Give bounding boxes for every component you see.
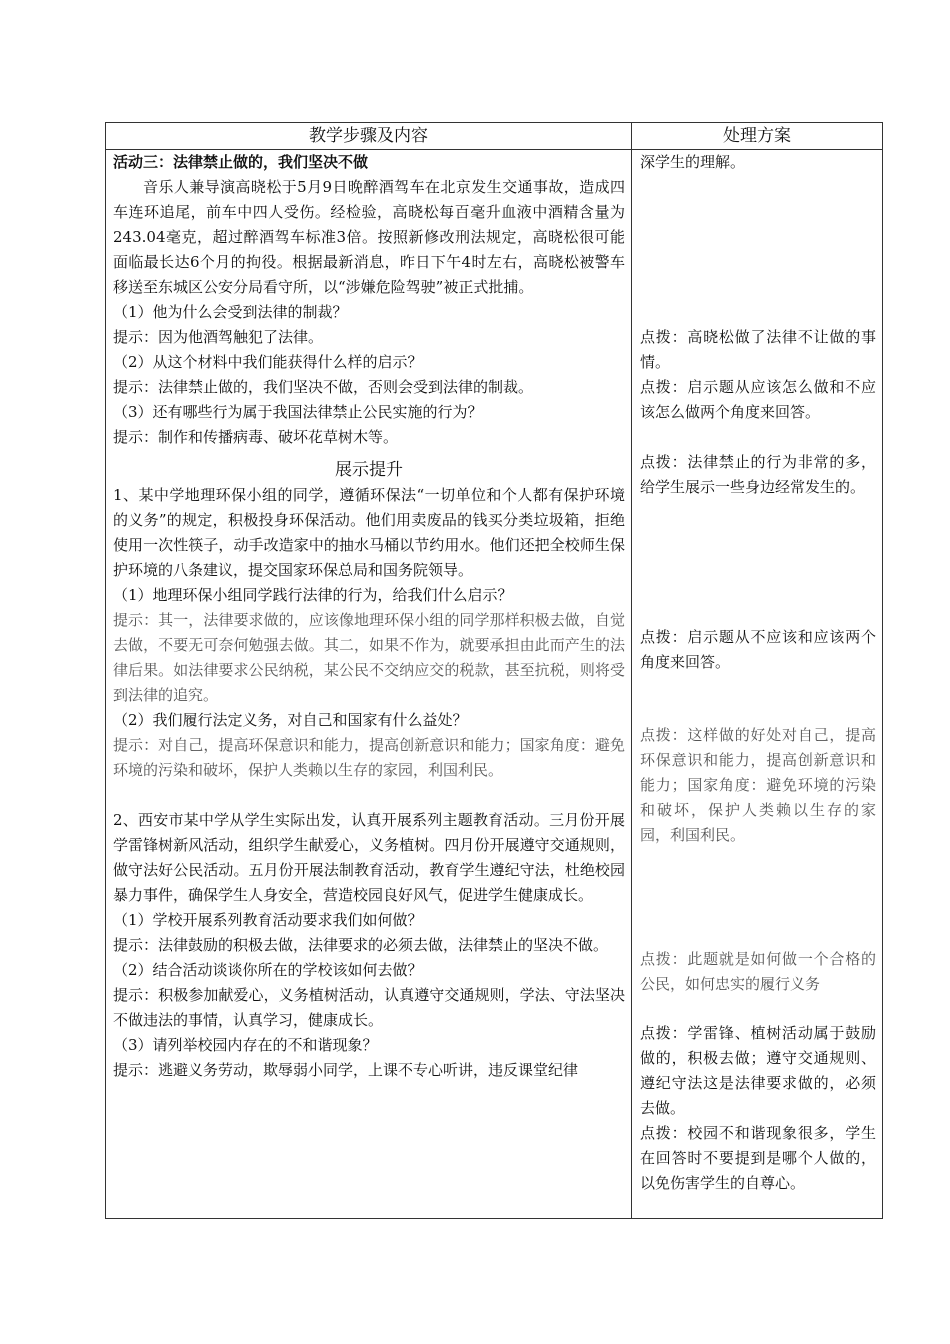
- question-1: （1）他为什么会受到法律的制裁？: [113, 303, 348, 321]
- case-1: 1、某中学地理环保小组的同学，遵循环保法“一切单位和个人都有保护环境的义务”的规定，积极投身环保活动。他们用卖废品的钱买分类垃圾箱，拒绝使用一次性筷子，动手改造家中的抽水马桶以节约用水。他们还把全校师生保护环境的八条建议，提交国家环保总局和国务院领导。: [113, 486, 625, 579]
- plan-note-0: 深学生的理解。: [640, 153, 746, 171]
- hint-2: 提示：法律禁止做的，我们坚决不做，否则会受到法律的制裁。: [113, 378, 534, 396]
- table-header-row: [106, 123, 882, 150]
- plan-note-3: 点拨：法律禁止的行为非常的多，给学生展示一些身边经常发生的。: [640, 453, 876, 496]
- hint-1: 提示：因为他酒驾触犯了法律。: [113, 328, 324, 346]
- case-2-question-3: （3）请列举校园内存在的不和谐现象？: [113, 1036, 378, 1054]
- question-3: （3）还有哪些行为属于我国法律禁止公民实施的行为？: [113, 403, 483, 421]
- case-2-question-2: （2）结合活动谈谈你所在的学校该如何去做？: [113, 961, 423, 979]
- case-2-hint-1: 提示：法律鼓励的积极去做，法律要求的必须去做，法律禁止的坚决不做。: [113, 936, 609, 954]
- header-plan: 处理方案: [723, 126, 791, 146]
- plan-note-4: 点拨：启示题从不应该和应该两个角度来回答。: [640, 628, 876, 671]
- plan-note-2: 点拨：启示题从应该怎么做和不应该怎么做两个角度来回答。: [640, 378, 876, 421]
- plan-note-1: 点拨：高晓松做了法律不让做的事情。: [640, 328, 876, 371]
- plan-note-7: 点拨：学雷锋、植树活动属于鼓励做的，积极去做；遵守交通规则、遵纪守法这是法律要求做的，必须去做。: [640, 1024, 876, 1117]
- section-title: 展示提升: [335, 460, 403, 480]
- case-2-question-1: （1）学校开展系列教育活动要求我们如何做？: [113, 911, 423, 929]
- hint-3: 提示：制作和传播病毒、破坏花草树木等。: [113, 428, 399, 446]
- activity-three-story: 音乐人兼导演高晓松于5月9日晚醉酒驾车在北京发生交通事故，造成四车连环追尾，前车中四人受伤。经检验，高晓松每百毫升血液中酒精含量为243.04毫克，超过醉酒驾车标准3倍。按照新修改刑法规定，高晓松很可能面临最长达6个月的拘役。根据最新消息，昨日下午4时左右，高晓松被警车移送至东城区公安分局看守所，以“涉嫌危险驾驶”被正式批捕。: [113, 178, 625, 296]
- column-divider: [631, 123, 632, 1218]
- activity-three-title: 活动三：法律禁止做的，我们坚决不做: [113, 153, 369, 171]
- steps-content: [113, 150, 625, 1083]
- case-1-hint-1: 提示：其一，法律要求做的，应该像地理环保小组的同学那样积极去做，自觉去做，不要无可奈何勉强去做。其二，如果不作为，就要承担由此而产生的法律后果。如法律要求公民纳税，某公民不交纳应交的税款，甚至抗税，则将受到法律的追究。: [113, 611, 625, 704]
- case-2-hint-2: 提示：积极参加献爱心，义务植树活动，认真遵守交通规则，学法、守法坚决不做违法的事情，认真学习，健康成长。: [113, 986, 625, 1029]
- lesson-table: [105, 122, 883, 1219]
- case-1-question-1: （1）地理环保小组同学践行法律的行为，给我们什么启示？: [113, 586, 513, 604]
- case-1-question-2: （2）我们履行法定义务，对自己和国家有什么益处？: [113, 711, 468, 729]
- header-steps: 教学步骤及内容: [309, 126, 428, 146]
- case-1-hint-2: 提示：对自己，提高环保意识和能力，提高创新意识和能力；国家角度：避免环境的污染和破坏，保护人类赖以生存的家园，利国利民。: [113, 736, 625, 779]
- plan-note-8: 点拨：校园不和谐现象很多，学生在回答时不要提到是哪个人做的，以免伤害学生的自尊心。: [640, 1124, 876, 1192]
- plan-note-5: 点拨：这样做的好处对自己，提高环保意识和能力，提高创新意识和能力；国家角度：避免环境的污染和破坏，保护人类赖以生存的家园，利国利民。: [640, 726, 876, 844]
- case-2-hint-3: 提示：逃避义务劳动，欺辱弱小同学，上课不专心听讲，违反课堂纪律: [113, 1061, 579, 1079]
- question-2: （2）从这个材料中我们能获得什么样的启示？: [113, 353, 423, 371]
- case-2: 2、西安市某中学从学生实际出发，认真开展系列主题教育活动。三月份开展学雷锋树新风活动，组织学生献爱心，义务植树。四月份开展遵守交通规则，做守法好公民活动。五月份开展法制教育活动，教育学生遵纪守法，杜绝校园暴力事件，确保学生人身安全，营造校园良好风气，促进学生健康成长。: [113, 811, 625, 904]
- plan-note-6: 点拨：此题就是如何做一个合格的公民，如何忠实的履行义务: [640, 950, 876, 993]
